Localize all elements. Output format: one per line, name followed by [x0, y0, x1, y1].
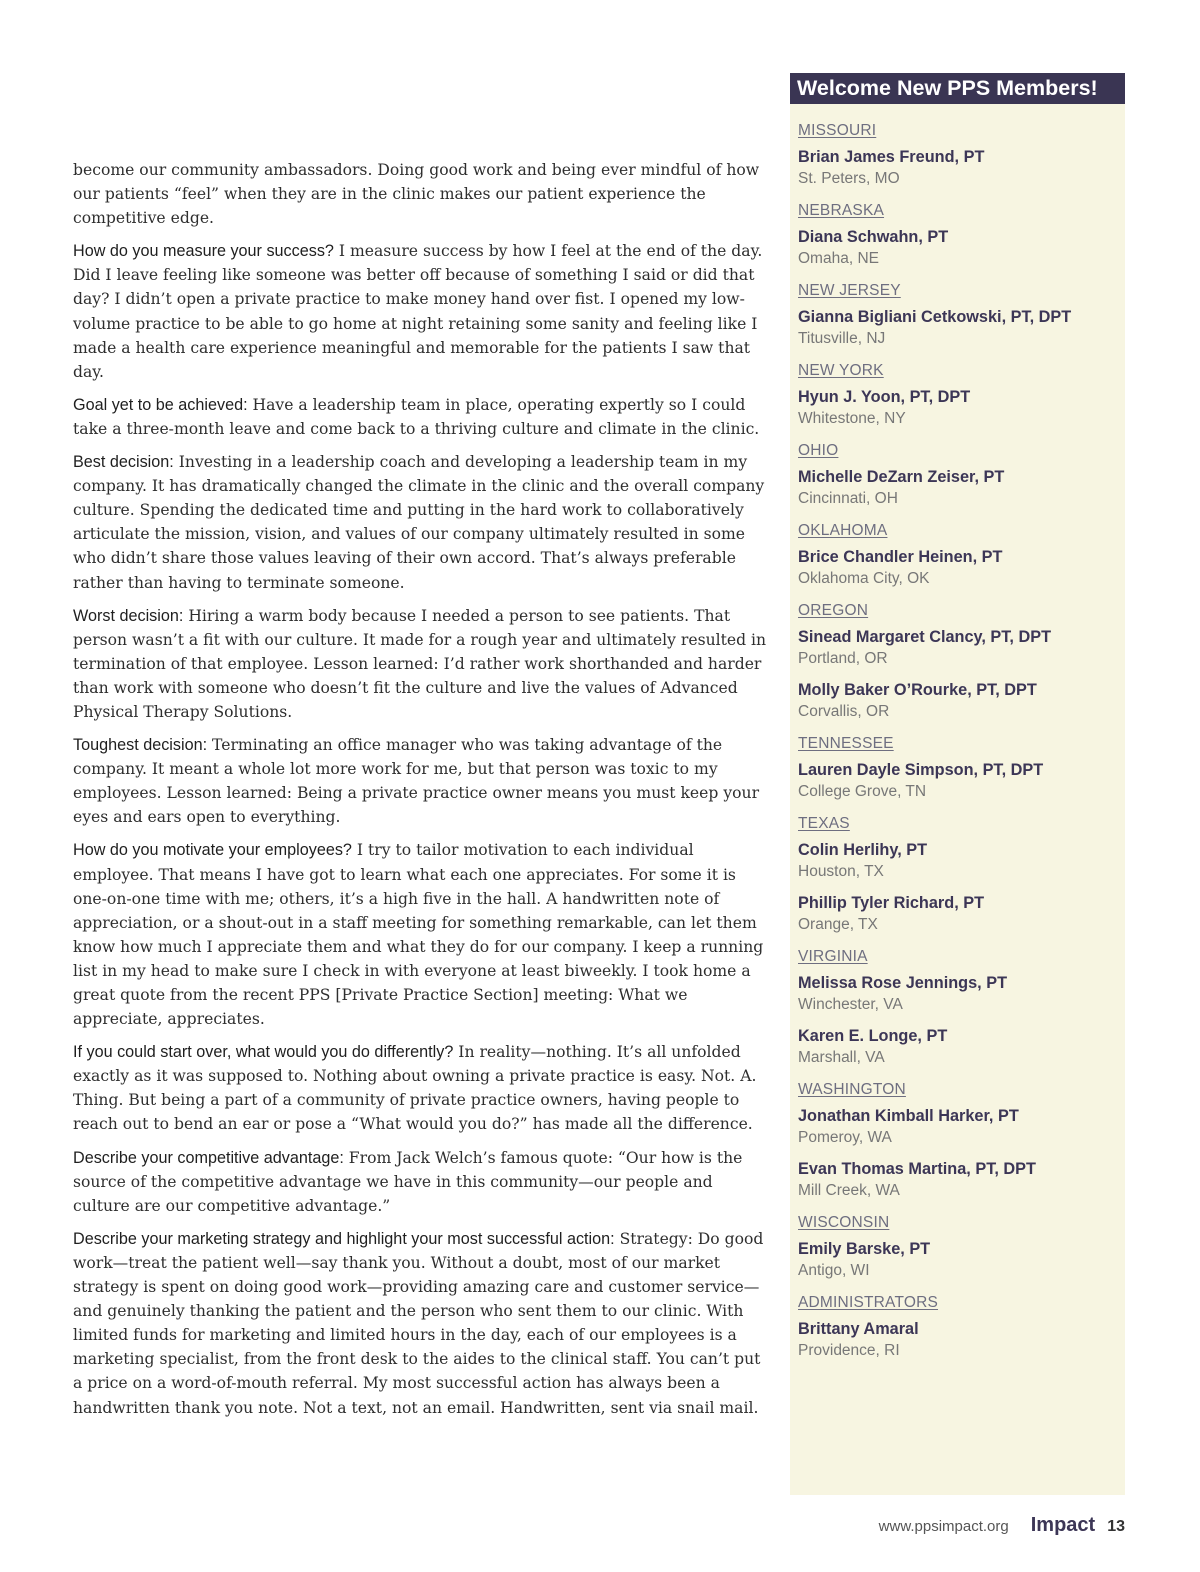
member-name: Diana Schwahn, PT: [798, 228, 949, 246]
state-name: OREGON: [798, 602, 869, 619]
member-name: Brian James Freund, PT: [798, 148, 985, 166]
member-city: St. Peters, MO: [798, 170, 900, 187]
state-group-virginia: [798, 946, 1120, 1069]
article-paragraph: [73, 158, 767, 230]
member-name: Colin Herlihy, PT: [798, 841, 928, 859]
member-name: Phillip Tyler Richard, PT: [798, 894, 985, 912]
question-label: Describe your competitive advantage:: [73, 1148, 344, 1167]
answer-text: Terminating an office manager who was taking advantage of the company. It meant a whole lot more work for me, but that person was toxic to my employees. Lesson learned: Being a private practice owner means you must keep your eyes and ears open to everything.: [73, 736, 760, 827]
page-number: 13: [1107, 1518, 1125, 1535]
member-name: Sinead Margaret Clancy, PT, DPT: [798, 628, 1052, 646]
member-name: Hyun J. Yoon, PT, DPT: [798, 388, 971, 406]
member-entry: [798, 307, 1120, 350]
state-group-new-jersey: [798, 280, 1120, 350]
state-group-tennessee: [798, 733, 1120, 803]
member-entry: [798, 547, 1120, 590]
state-name: TENNESSEE: [798, 735, 894, 752]
answer-text: Investing in a leadership coach and developing a leadership team in my company. It has dramatically changed the climate in the clinic and the overall company culture. Spending the dedicated time and putting in the hard work to collaboratively articulate the mission, vision, and values of our company ultimately resulted in some who didn’t share those values leaving of their own accord. That’s always preferable rather than having to terminate someone.: [73, 453, 765, 592]
member-name: Emily Barske, PT: [798, 1240, 931, 1258]
member-name: Gianna Bigliani Cetkowski, PT, DPT: [798, 308, 1072, 326]
member-entry: [798, 760, 1120, 803]
state-name: VIRGINIA: [798, 948, 868, 965]
member-entry: [798, 1026, 1120, 1069]
state-group-oklahoma: [798, 520, 1120, 590]
state-group-new-york: [798, 360, 1120, 430]
member-name: Jonathan Kimball Harker, PT: [798, 1107, 1019, 1125]
member-entry: [798, 627, 1120, 670]
answer-text: become our community ambassadors. Doing good work and being ever mindful of how our patients “feel” when they are in the clinic makes our patient experience the competitive edge.: [73, 161, 760, 228]
state-group-administrators: [798, 1292, 1120, 1362]
state-name: TEXAS: [798, 815, 850, 832]
question-label: Describe your marketing strategy and highlight your most successful action:: [73, 1229, 615, 1248]
answer-text: Strategy: Do good work—treat the patient well—say thank you. Without a doubt, most of our market strategy is spent on doing good work—providing amazing care and customer service—and genuinely thanking the patient and the person who sent them to our clinic. With limited funds for marketing and limited hours in the day, each of our employees is a marketing specialist, from the front desk to the aides to the clinical staff. You can’t put a price on a word-of-mouth referral. My most successful action has always been a handwritten thank you note. Not a text, not an email. Handwritten, sent via snail mail.: [73, 1229, 764, 1417]
article-paragraph: [73, 733, 767, 829]
state-group-wisconsin: [798, 1212, 1120, 1282]
member-entry: [798, 1319, 1120, 1362]
state-name: WASHINGTON: [798, 1081, 906, 1098]
state-group-washington: [798, 1079, 1120, 1202]
member-city: Houston, TX: [798, 863, 884, 880]
article-paragraph: [73, 604, 767, 724]
article-paragraph: [73, 239, 767, 384]
state-name: OHIO: [798, 442, 839, 459]
state-group-oregon: [798, 600, 1120, 723]
state-name: ADMINISTRATORS: [798, 1294, 939, 1311]
member-name: Michelle DeZarn Zeiser, PT: [798, 468, 1005, 486]
member-entry: [798, 1106, 1120, 1149]
state-name: MISSOURI: [798, 122, 877, 139]
question-label: Worst decision:: [73, 606, 184, 625]
member-city: Oklahoma City, OK: [798, 570, 930, 587]
article-paragraph: [73, 1040, 767, 1136]
answer-text: In reality—nothing. It’s all unfolded exactly as it was supposed to. Nothing about owning a private practice is easy. Not. A. Thing. But being a part of a community of private practice owners, having people to reach out to bend an ear or pose a “What would you do?” has made all the difference.: [73, 1043, 757, 1134]
member-city: College Grove, TN: [798, 783, 927, 800]
member-city: Marshall, VA: [798, 1049, 885, 1066]
article-paragraph: [73, 393, 767, 441]
state-group-missouri: [798, 120, 1120, 190]
member-name: Evan Thomas Martina, PT, DPT: [798, 1160, 1036, 1178]
article-paragraph: [73, 838, 767, 1031]
article-paragraph: [73, 1227, 767, 1420]
question-label: How do you measure your success?: [73, 242, 334, 261]
member-city: Winchester, VA: [798, 996, 903, 1013]
member-city: Portland, OR: [798, 650, 888, 667]
member-city: Providence, RI: [798, 1342, 900, 1359]
state-group-nebraska: [798, 200, 1120, 270]
answer-text: From Jack Welch’s famous quote: “Our how is the source of the competitive advantage we have in this community—our people and culture are our competitive advantage.”: [73, 1148, 743, 1215]
member-entry: [798, 387, 1120, 430]
member-entry: [798, 227, 1120, 270]
member-city: Antigo, WI: [798, 1262, 870, 1279]
state-name: WISCONSIN: [798, 1214, 890, 1231]
sidebar-title: Welcome New PPS Members!: [790, 73, 1125, 104]
footer-url: www.ppsimpact.org: [878, 1518, 1009, 1535]
article-paragraph: [73, 450, 767, 595]
answer-text: Have a leadership team in place, operating expertly so I could take a three-month leave and come back to a thriving culture and climate in the clinic.: [73, 395, 760, 438]
member-city: Pomeroy, WA: [798, 1129, 892, 1146]
member-name: Karen E. Longe, PT: [798, 1027, 948, 1045]
member-city: Corvallis, OR: [798, 703, 890, 720]
member-name: Brice Chandler Heinen, PT: [798, 548, 1003, 566]
member-name: Melissa Rose Jennings, PT: [798, 974, 1008, 992]
question-label: How do you motivate your employees?: [73, 841, 352, 860]
answer-text: Hiring a warm body because I needed a person to see patients. That person wasn’t a fit with our culture. It made for a rough year and ultimately resulted in termination of that employee. Lesson learned: I’d rather work shorthanded and harder than work with someone who doesn’t fit the culture and live the values of Advanced Physical Therapy Solutions.: [73, 606, 767, 721]
footer-brand-logo: Impact: [1030, 1514, 1096, 1536]
member-city: Titusville, NJ: [798, 330, 886, 347]
member-name: Brittany Amaral: [798, 1320, 919, 1338]
answer-text: I measure success by how I feel at the end of the day. Did I leave feeling like someone was better off because of something I said or did that day? I didn’t open a private practice to make money hand over fist. I opened my low-volume practice to be able to go home at night retaining some sanity and feeling like I made a health care experience meaningful and memorable for the patients I saw that day.: [73, 242, 763, 381]
member-entry: [798, 467, 1120, 510]
member-entry: [798, 680, 1120, 723]
member-entry: [798, 893, 1120, 936]
member-city: Orange, TX: [798, 916, 878, 933]
answer-text: I try to tailor motivation to each individual employee. That means I have got to learn what each one appreciates. For some it is one-on-one time with me; others, it’s a high five in the hall. A handwritten note of appreciation, or a shout-out in a staff meeting for something remarkable, can let them know how much I appreciate them and what they do for our company. I keep a running list in my head to make sure I check in with everyone at least biweekly. I took home a great quote from the recent PPS [Private Practice Section] meeting: What we appreciate, appreciates.: [73, 841, 764, 1029]
member-entry: [798, 973, 1120, 1016]
article-paragraph: [73, 1146, 767, 1218]
member-city: Whitestone, NY: [798, 410, 906, 427]
question-label: Toughest decision:: [73, 736, 208, 755]
state-group-ohio: [798, 440, 1120, 510]
article-body: [73, 158, 767, 1429]
page-footer: [879, 1514, 1125, 1538]
question-label: If you could start over, what would you do differently?: [73, 1043, 454, 1062]
state-name: NEW JERSEY: [798, 282, 901, 299]
state-group-texas: [798, 813, 1120, 936]
member-city: Cincinnati, OH: [798, 490, 898, 507]
member-entry: [798, 840, 1120, 883]
member-city: Omaha, NE: [798, 250, 879, 267]
member-entry: [798, 147, 1120, 190]
state-name: OKLAHOMA: [798, 522, 888, 539]
members-list: [798, 120, 1120, 1362]
member-city: Mill Creek, WA: [798, 1182, 900, 1199]
state-name: NEW YORK: [798, 362, 884, 379]
member-entry: [798, 1159, 1120, 1202]
member-name: Lauren Dayle Simpson, PT, DPT: [798, 761, 1044, 779]
question-label: Best decision:: [73, 453, 174, 472]
member-entry: [798, 1239, 1120, 1282]
question-label: Goal yet to be achieved:: [73, 395, 248, 414]
member-name: Molly Baker O’Rourke, PT, DPT: [798, 681, 1037, 699]
state-name: NEBRASKA: [798, 202, 885, 219]
